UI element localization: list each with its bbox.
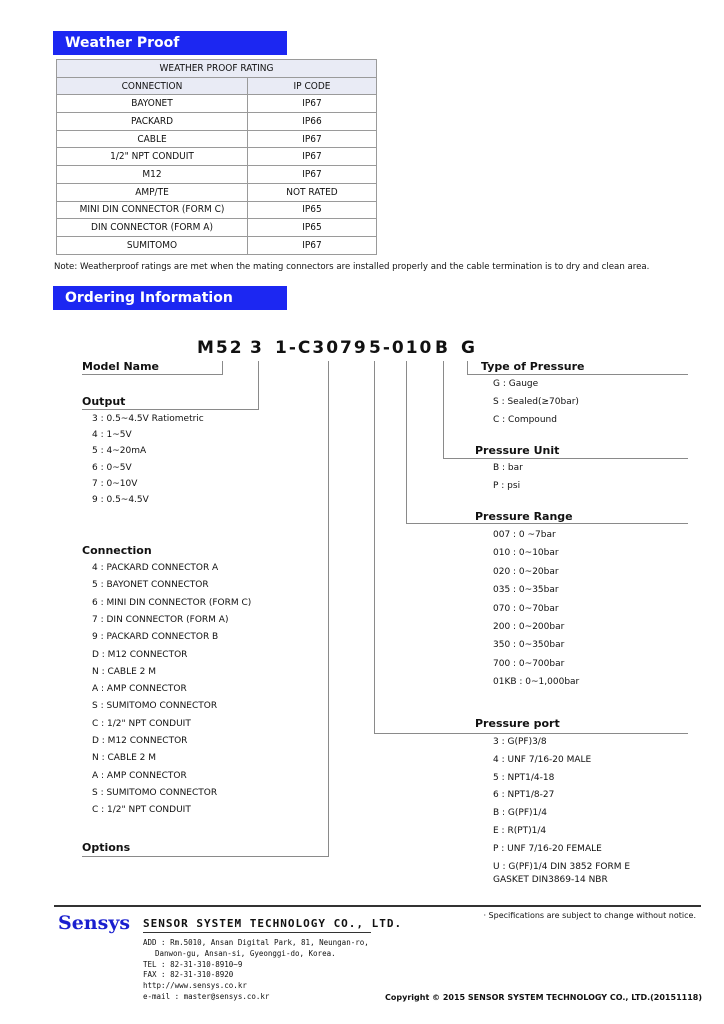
list-item: B : G(PF)1/4 [493,808,548,819]
row-connection: SUMITOMO [57,236,248,254]
row-ip: IP65 [248,219,377,237]
pressure-unit-heading: Pressure Unit [475,444,560,457]
row-connection: MINI DIN CONNECTOR (FORM C) [57,201,248,219]
weather-proof-title: Weather Proof [53,31,287,55]
row-ip: IP67 [248,236,377,254]
table-row [57,236,377,254]
list-item: S : SUMITOMO CONNECTOR [92,701,218,712]
table-title: WEATHER PROOF RATING [57,60,377,78]
list-item: A : AMP CONNECTOR [92,684,187,695]
list-item: 010 : 0~10bar [493,548,559,559]
list-item: C : Compound [493,414,557,425]
list-item: 200 : 0~200bar [493,622,565,632]
website-link[interactable]: http://www.sensys.co.kr [143,981,247,990]
table-row [57,95,377,113]
code-output: 3 [250,338,264,358]
list-item: N : CABLE 2 M [92,753,157,764]
weatherproof-note: Note: Weatherproof ratings are met when the mating connectors are installed properly and the cable termination is to dry and clean area. [54,262,650,272]
table-row [57,166,377,184]
list-item: C : 1/2" NPT CONDUIT [92,718,191,729]
row-connection: 1/2" NPT CONDUIT [57,148,248,166]
company-name: SENSOR SYSTEM TECHNOLOGY CO., LTD. [143,917,403,930]
list-item: 070 : 0~70bar [493,603,559,614]
row-ip: IP66 [248,113,377,131]
type-of-pressure-heading: Type of Pressure [481,360,585,373]
list-item: E : R(PT)1/4 [493,826,547,836]
list-item: 007 : 0 ~7bar [493,530,556,540]
email-link[interactable]: e-mail : master@sensys.co.kr [143,992,270,1001]
list-item: 3 : G(PF)3/8 [493,737,547,747]
row-connection: BAYONET [57,95,248,113]
list-item: 01KB : 0~1,000bar [493,677,580,688]
list-item: P : psi [493,481,521,491]
list-item: D : M12 CONNECTOR [92,736,188,746]
output-heading: Output [82,395,126,408]
list-item: 7 : 0~10V [92,478,138,489]
list-item: N : CABLE 2 M [92,666,157,677]
code-model: M52 [197,338,244,358]
code-pressure-range: 5-010 [369,338,434,358]
list-item: S : SUMITOMO CONNECTOR [92,787,218,798]
list-item: 9 : PACKARD CONNECTOR B [92,632,219,643]
fax: FAX : 82-31-310-8920 [143,970,234,979]
table-row [57,183,377,201]
options-heading: Options [82,841,131,854]
row-connection: M12 [57,166,248,184]
list-item: 350 : 0~350bar [493,640,565,651]
col-connection-header: CONNECTION [57,77,248,95]
list-item: G : Gauge [493,379,539,389]
address-line-1: ADD : Rm.5010, Ansan Digital Park, 81, Neungan-ro, [143,938,369,947]
row-ip: IP67 [248,148,377,166]
list-item: 3 : 0.5~4.5V Ratiometric [92,414,204,424]
row-connection: CABLE [57,130,248,148]
list-item: 7 : DIN CONNECTOR (FORM A) [92,614,229,625]
row-ip: IP67 [248,166,377,184]
list-item: 5 : BAYONET CONNECTOR [92,580,209,591]
pressure-port-heading: Pressure port [475,717,560,730]
row-ip: NOT RATED [248,183,377,201]
address-line-2: Danwon-gu, Ansan-si, Gyeonggi-do, Korea. [155,949,336,958]
row-connection: AMP/TE [57,183,248,201]
port-extra-text: GASKET DIN3869-14 NBR [493,875,608,885]
list-item: 5 : 4~20mA [92,446,147,457]
row-ip: IP67 [248,95,377,113]
row-ip: IP65 [248,201,377,219]
list-item: P : UNF 7/16-20 FEMALE [493,843,602,854]
connection-heading: Connection [82,544,152,557]
sensys-logo: Sensys [58,912,131,934]
code-type: G [461,338,477,358]
spec-change-note: · Specifications are subject to change without notice. [483,911,696,920]
pressure-range-heading: Pressure Range [475,510,573,523]
list-item: A : AMP CONNECTOR [92,770,187,781]
list-item: 020 : 0~20bar [493,566,559,577]
table-row [57,113,377,131]
list-item: 4 : 1~5V [92,430,132,441]
weather-proof-table [56,59,377,255]
list-item: 6 : 0~5V [92,462,132,473]
list-item: C : 1/2" NPT CONDUIT [92,805,191,816]
table-row [57,148,377,166]
list-item: 035 : 0~35bar [493,585,559,596]
row-connection: PACKARD [57,113,248,131]
list-item: 6 : NPT1/8-27 [493,790,555,801]
list-item: U : G(PF)1/4 DIN 3852 FORM E [493,861,631,872]
list-item: B : bar [493,463,523,473]
ordering-info-title: Ordering Information [53,286,287,310]
table-row [57,201,377,219]
list-item: 4 : UNF 7/16-20 MALE [493,754,592,765]
list-item: S : Sealed(≥70bar) [493,396,579,407]
list-item: 6 : MINI DIN CONNECTOR (FORM C) [92,597,252,608]
list-item: D : M12 CONNECTOR [92,649,188,660]
col-ip-header: IP CODE [248,77,377,95]
list-item: 9 : 0.5~4.5V [92,495,149,505]
telephone: TEL : 82-31-310-8910~9 [143,960,243,969]
model-name-heading: Model Name [82,360,159,373]
code-connection: 1-C3079 [275,338,368,358]
row-connection: DIN CONNECTOR (FORM A) [57,219,248,237]
copyright: Copyright © 2015 SENSOR SYSTEM TECHNOLOGY CO., LTD.(20151118) [385,993,702,1002]
list-item: 5 : NPT1/4-18 [493,772,555,783]
table-row [57,219,377,237]
list-item: 4 : PACKARD CONNECTOR A [92,563,219,573]
row-ip: IP67 [248,130,377,148]
table-row [57,130,377,148]
code-unit: B [435,338,450,358]
list-item: 700 : 0~700bar [493,658,565,669]
